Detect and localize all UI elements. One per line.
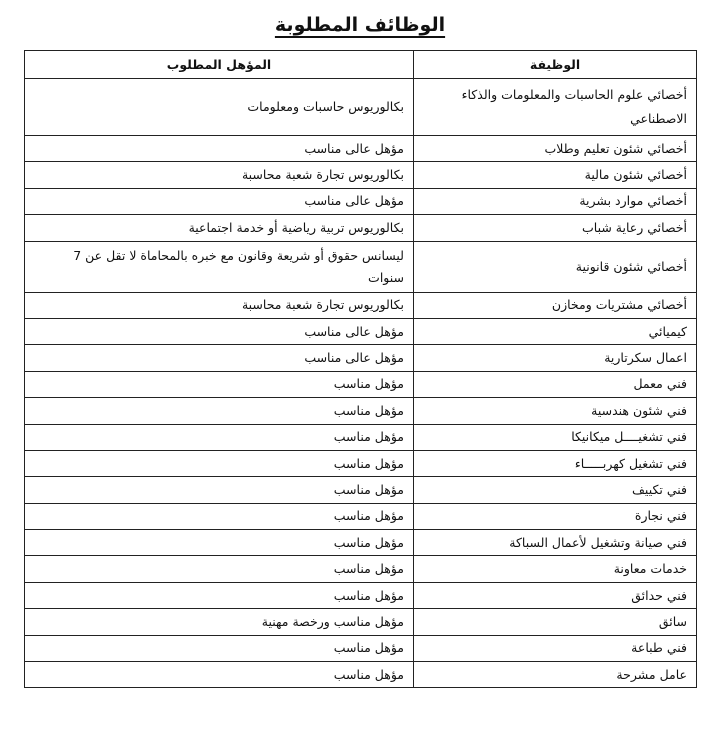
page-title-text: الوظائف المطلوبة [274, 14, 446, 36]
table-row [25, 345, 697, 371]
table-row [25, 188, 697, 214]
job-cell: فني حدائق [414, 582, 697, 608]
job-cell: أخصائي شئون مالية [414, 162, 697, 188]
job-cell: خدمات معاونة [414, 556, 697, 582]
table-row [25, 162, 697, 188]
qualification-cell: مؤهل مناسب [25, 450, 414, 476]
qualification-cell: مؤهل مناسب [25, 371, 414, 397]
job-cell: فني طباعة [414, 635, 697, 661]
table-row [25, 241, 697, 292]
table-header-row [25, 51, 697, 79]
job-cell: اعمال سكرتارية [414, 345, 697, 371]
table-row [25, 556, 697, 582]
table-row [25, 79, 697, 136]
qualification-cell: بكالوريوس تجارة شعبة محاسبة [25, 162, 414, 188]
table-row [25, 371, 697, 397]
qualification-cell: مؤهل عالى مناسب [25, 136, 414, 162]
qualification-cell: بكالوريوس تجارة شعبة محاسبة [25, 292, 414, 318]
table-row [25, 582, 697, 608]
qualification-cell: مؤهل مناسب [25, 530, 414, 556]
table-row [25, 424, 697, 450]
job-cell: فني نجارة [414, 503, 697, 529]
job-cell: فني تشغيل كهربـــــاء [414, 450, 697, 476]
qualification-cell: بكالوريوس تربية رياضية أو خدمة اجتماعية [25, 215, 414, 241]
column-header-qualification: المؤهل المطلوب [25, 51, 414, 79]
qualification-cell: مؤهل مناسب [25, 477, 414, 503]
job-cell: أخصائي موارد بشرية [414, 188, 697, 214]
qualification-cell: مؤهل مناسب ورخصة مهنية [25, 609, 414, 635]
page-title [0, 14, 720, 36]
job-cell: فني تشغيــــل ميكانيكا [414, 424, 697, 450]
table-row [25, 503, 697, 529]
job-cell: أخصائي رعاية شباب [414, 215, 697, 241]
qualification-cell: مؤهل عالى مناسب [25, 188, 414, 214]
job-cell: سائق [414, 609, 697, 635]
job-cell: عامل مشرحة [414, 662, 697, 688]
qualification-cell: ليسانس حقوق أو شريعة وقانون مع خبره بالمحاماة لا تقل عن 7 سنوات [25, 241, 414, 292]
job-cell: فني تكييف [414, 477, 697, 503]
job-cell: فني شئون هندسية [414, 398, 697, 424]
table-row [25, 398, 697, 424]
qualification-cell: مؤهل مناسب [25, 582, 414, 608]
table-row [25, 609, 697, 635]
table-row [25, 292, 697, 318]
table-row [25, 318, 697, 344]
qualification-cell: مؤهل مناسب [25, 635, 414, 661]
job-cell: فني صيانة وتشغيل لأعمال السباكة [414, 530, 697, 556]
table-row [25, 450, 697, 476]
table-row [25, 477, 697, 503]
table-row [25, 662, 697, 688]
qualification-cell: مؤهل مناسب [25, 503, 414, 529]
qualification-cell: بكالوريوس حاسبات ومعلومات [25, 79, 414, 136]
qualification-cell: مؤهل عالى مناسب [25, 318, 414, 344]
table-row [25, 635, 697, 661]
qualification-cell: مؤهل مناسب [25, 398, 414, 424]
table-row [25, 136, 697, 162]
table-row [25, 530, 697, 556]
job-cell: كيميائي [414, 318, 697, 344]
qualification-cell: مؤهل مناسب [25, 556, 414, 582]
column-header-job: الوظيفة [414, 51, 697, 79]
job-cell: أخصائي شئون قانونية [414, 241, 697, 292]
job-cell: أخصائي مشتريات ومخازن [414, 292, 697, 318]
jobs-table [24, 50, 697, 688]
job-cell: فني معمل [414, 371, 697, 397]
table-row [25, 215, 697, 241]
qualification-cell: مؤهل مناسب [25, 662, 414, 688]
qualification-cell: مؤهل مناسب [25, 424, 414, 450]
job-cell: أخصائي علوم الحاسبات والمعلومات والذكاء الاصطناعي [414, 79, 697, 136]
job-cell: أخصائي شئون تعليم وطلاب [414, 136, 697, 162]
qualification-cell: مؤهل عالى مناسب [25, 345, 414, 371]
